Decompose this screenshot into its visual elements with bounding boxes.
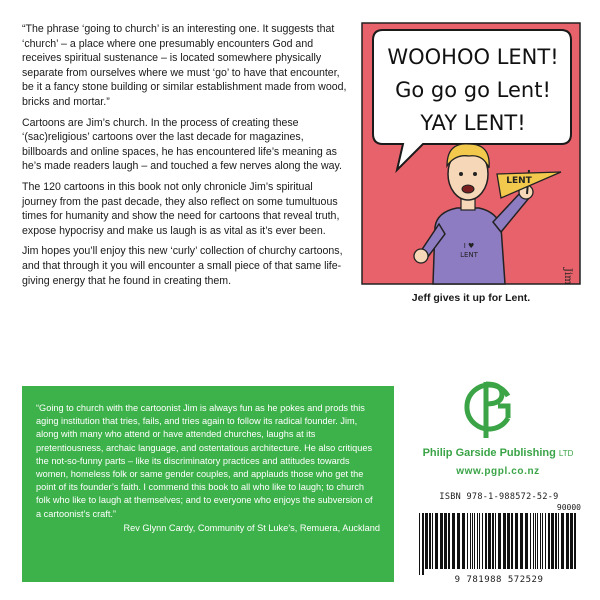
barcode-bar xyxy=(548,513,550,569)
barcode-bars xyxy=(417,513,581,575)
barcode-bar xyxy=(479,513,480,569)
cartoon-caption: Jeff gives it up for Lent. xyxy=(411,292,531,304)
endorsement-box xyxy=(22,386,394,582)
publisher-name xyxy=(408,447,588,459)
endorsement-text: “Going to church with the cartoonist Jim is always fun as he pokes and prods this aging institution that tries, fails, and tries again to follow its radical founder. Jim, along with many who attend or have attended churches, laughs at its pretentiousness, archaic language, and ostentatious architecture. He also critiques the not-so-funny parts – like its discriminatory practices and attitudes towards women, homeless folk or same gender couples, and applauds those who get the point of its founder’s faith. I commend this book to all who like to laugh; to church folk who like to laugh at themselves; and to everyone who enjoys the subversion of a cartoonist’s craft.” xyxy=(36,403,373,519)
blurb-paragraph: Jim hopes you’ll enjoy this new ‘curly’ collection of churchy cartoons, and that through it you will encounter a small piece of that same life-giving energy that he found in creating them. xyxy=(22,245,343,287)
isbn-barcode xyxy=(413,492,585,586)
barcode-bar xyxy=(477,513,478,569)
barcode-bar xyxy=(457,513,460,569)
barcode-bar xyxy=(545,513,546,569)
publisher-url: www.pgpl.co.nz xyxy=(456,466,540,477)
barcode-bar xyxy=(558,513,559,569)
publisher-ltd: LTD xyxy=(558,449,574,458)
barcode-bar xyxy=(429,513,431,569)
barcode-bar xyxy=(555,513,557,569)
blurb-paragraph: The 120 cartoons in this book not only chronicle Jim’s spiritual journey from the past decade, they also reflect on some tumultuous times for humanity and show the need for cartoons that reveal truth, expose hypocrisy and make us laugh is as vital as it’s ever been. xyxy=(22,180,340,237)
barcode-bar xyxy=(419,513,420,575)
blurb-paragraph: “The phrase ‘going to church’ is an interesting one. It suggests that ‘church’ – a place where one presumably encounters God and receives spiritual sustenance – is located somewhere physically separate from ourselves where we must ‘go’ to have that encounter, be it a fancy stone building or similar establishment made from wood, bricks and mortar.” xyxy=(22,23,347,108)
barcode-bar xyxy=(540,513,541,569)
barcode-bar xyxy=(542,513,543,569)
barcode-bar xyxy=(515,513,518,569)
balloon-line-2: Go go go Lent! xyxy=(395,78,551,102)
ean-number: 9 781988 572529 xyxy=(454,575,544,585)
blurb-paragraph: Cartoons are Jim’s church. In the process of creating these ‘(sac)religious’ cartoons over the last decade for magazines, billboards and online spaces, he has encountered life’s meaning as he’s made readers laugh – and touched a few nerves along the way. xyxy=(22,116,342,173)
barcode-bar xyxy=(485,513,487,569)
publisher-name-text: Philip Garside Publishing xyxy=(422,447,556,459)
barcode-bar xyxy=(535,513,536,569)
shirt-text-line-2: LENT xyxy=(460,251,478,259)
barcode-bar xyxy=(448,513,450,569)
isbn-number: ISBN 978-1-988572-52-9 xyxy=(439,492,559,502)
barcode-bar xyxy=(440,513,443,569)
barcode-bar xyxy=(566,513,569,569)
barcode-bar xyxy=(452,513,455,569)
blurb xyxy=(22,22,347,294)
balloon-line-1: WOOHOO LENT! xyxy=(387,45,559,69)
cartoon-illustration xyxy=(361,22,581,285)
barcode-bar xyxy=(537,513,538,569)
artist-signature: Jim xyxy=(562,268,573,285)
lowered-fist xyxy=(414,249,428,263)
barcode-bar xyxy=(482,513,483,569)
barcode-bar xyxy=(467,513,468,569)
barcode-bar xyxy=(435,513,438,569)
barcode-bar xyxy=(574,513,576,569)
pennant-text: LENT xyxy=(506,176,532,186)
barcode-bar xyxy=(462,513,465,569)
barcode-bar xyxy=(444,513,447,569)
barcode-bar xyxy=(561,513,564,569)
barcode-bar xyxy=(507,513,510,569)
barcode-bar xyxy=(570,513,573,569)
barcode-bar xyxy=(474,513,475,569)
barcode-bar xyxy=(422,513,424,575)
barcode-bar xyxy=(488,513,491,569)
barcode-bar xyxy=(498,513,501,569)
barcode-bar xyxy=(511,513,513,569)
barcode-addon: 90000 xyxy=(556,503,581,512)
barcode-bar xyxy=(432,513,433,569)
barcode-bar xyxy=(551,513,554,569)
barcode-bar xyxy=(470,513,471,569)
barcode-bar xyxy=(503,513,506,569)
barcode-bar xyxy=(472,513,473,569)
endorsement-attribution: Rev Glynn Cardy, Community of St Luke’s, Remuera, Auckland xyxy=(123,522,380,533)
pg-monogram-icon xyxy=(462,378,526,442)
barcode-bar xyxy=(492,513,494,569)
barcode-bar xyxy=(425,513,428,569)
open-mouth xyxy=(462,185,474,193)
balloon-line-3: YAY LENT! xyxy=(420,111,526,135)
barcode-bar xyxy=(525,513,528,569)
barcode-bar xyxy=(495,513,496,569)
barcode-bar xyxy=(530,513,531,569)
barcode-bar xyxy=(533,513,534,569)
barcode-bar xyxy=(520,513,523,569)
shirt-text-line-1: I ♥ xyxy=(463,242,475,250)
